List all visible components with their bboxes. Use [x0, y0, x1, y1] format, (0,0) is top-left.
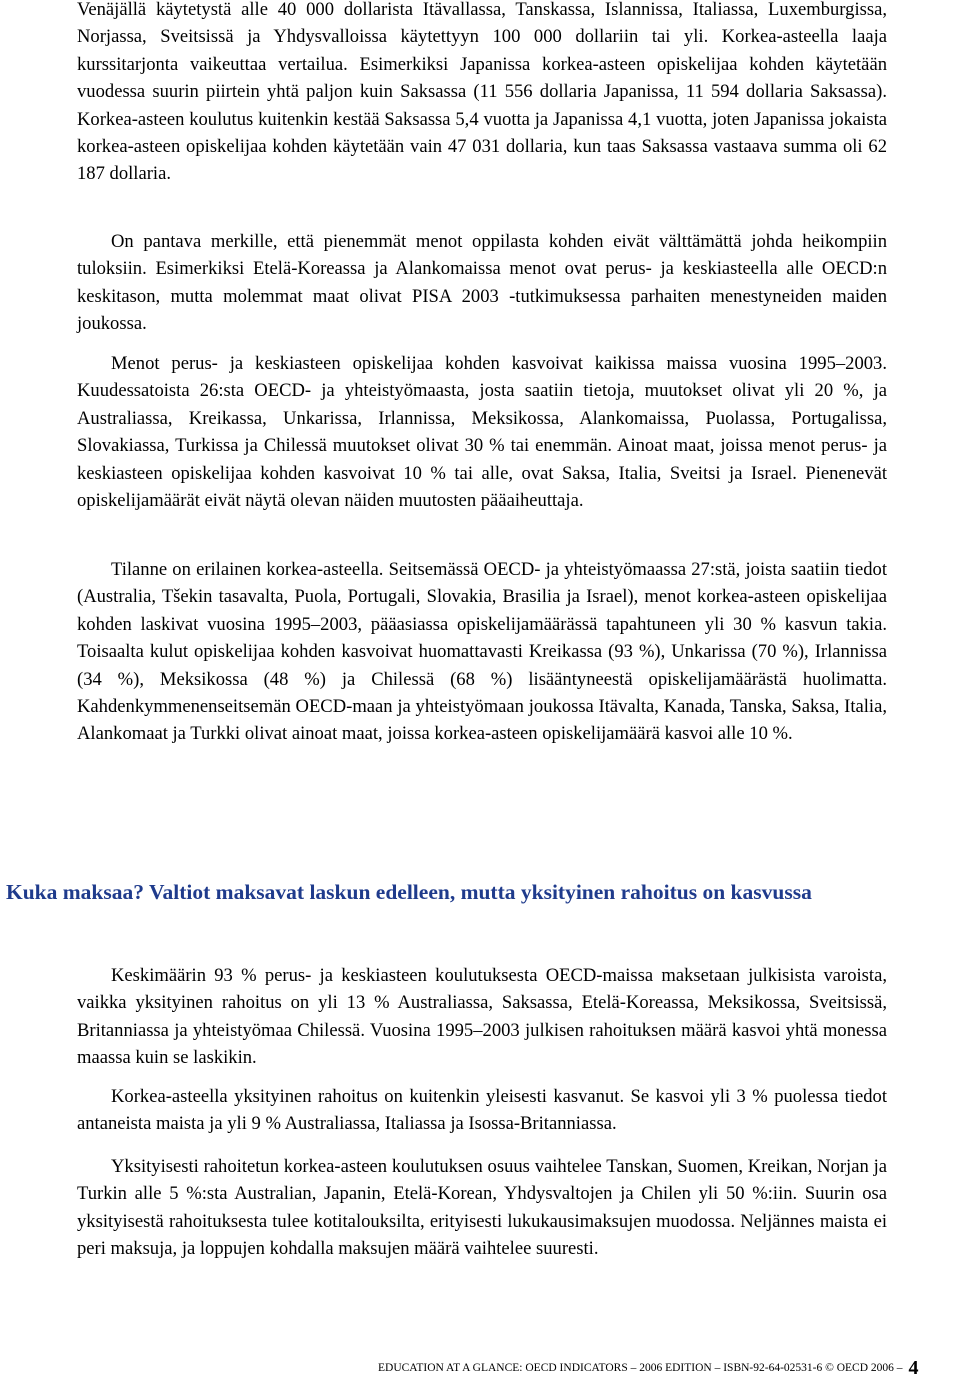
- page-number: 4: [908, 1357, 919, 1379]
- paragraph-private-funding-growth: Korkea-asteella yksityinen rahoitus on kuitenkin yleisesti kasvanut. Se kasvoi yli 3 % puolessa tiedot antaneista maista ja yli 9 % Australiassa, Italiassa ja Isossa-Britanniassa.: [77, 1086, 887, 1135]
- footer-citation: EDUCATION AT A GLANCE: OECD INDICATORS – 2006 EDITION – ISBN-92-64-02531-6 © OECD 2006 –: [378, 1362, 903, 1374]
- paragraph-lower-spending-note: On pantava merkille, että pienemmät menot oppilasta kohden eivät välttämättä johda heikompiin tuloksiin. Esimerkiksi Etelä-Koreassa ja Alankomaissa menot ovat perus- ja keskiasteella alle OECD:n keskitason, mutta molemmat maat olivat PISA 2003 -tutkimuksessa parhaiten menestyneiden maiden joukossa.: [77, 231, 887, 335]
- paragraph-tertiary-trends: Tilanne on erilainen korkea-asteella. Seitsemässä OECD- ja yhteistyömaassa 27:stä, joista saatiin tiedot (Australia, Tšekin tasavalta, Puola, Portugali, Slovakia, Brasilia ja Israel), menot korkea-asteen opiskelijaa kohden laskivat vuosina 1995–2003, pääasiassa opiskelijamäärässä tapahtuneen yli 30 % kasvun takia. Toisaalta kulut opiskelijaa kohden kasvoivat huomattavasti Kreikassa (93 %), Unkarissa (70 %), Irlannissa (34 %), Meksikossa (48 %) ja Chilessä (68 %) lisääntyneestä opiskelijamäärästä huolimatta. Kahdenkymmenenseitsemän OECD-maan ja yhteistyömaan joukossa Itävalta, Kanada, Tanska, Saksa, Italia, Alankomaat ja Turkki olivat ainoat maat, joissa korkea-asteen opiskelijamäärä kasvoi alle 10 %.: [77, 559, 887, 745]
- paragraph-expenditure-comparison: Venäjällä käytetystä alle 40 000 dollarista Itävallassa, Tanskassa, Islannissa, Italiassa, Luxemburgissa, Norjassa, Sveitsissä ja Yhdysvalloissa käytettyyn 100 000 dollariin tai yli. Korkea-asteella laaja kurssitarjonta vaikeuttaa vertailua. Esimerkiksi Japanissa korkea-asteen opiskelijaa kohden käytetään vuodessa suurin piirtein yhtä paljon kuin Saksassa (11 556 dollaria Japanissa, 11 594 dollaria Saksassa). Korkea-asteen koulutus kuitenkin kestää Saksassa 5,4 vuotta ja Japanissa 4,1 vuotta, joten Japanissa jokaista korkea-asteen opiskelijaa kohden käytetään vain 47 031 dollaria, kun taas Saksassa vastaava summa oli 62 187 dollaria.: [77, 0, 887, 185]
- section-heading: Kuka maksaa? Valtiot maksavat laskun edelleen, mutta yksityinen rahoitus on kasvussa: [6, 880, 812, 904]
- paragraph-primary-secondary-trends: Menot perus- ja keskiasteen opiskelijaa kohden kasvoivat kaikissa maissa vuosina 1995–2003. Kuudessatoista 26:sta OECD- ja yhteistyömaasta, josta saatiin tietoja, muutokset olivat yli 20 %, ja Australiassa, Kreikassa, Unkarissa, Irlannissa, Meksikossa, Alankomaissa, Puolassa, Portugalissa, Slovakiassa, Turkissa ja Chilessä muutokset olivat 30 % tai enemmän. Ainoat maat, joissa menot perus- ja keskiasteen opiskelijaa kohden kasvoivat 10 % tai alle, ovat Saksa, Italia, Sveitsi ja Israel. Pienenevät opiskelijamäärät eivät näytä olevan näiden muutosten pääaiheuttaja.: [77, 353, 887, 512]
- page-footer: [378, 1357, 958, 1379]
- paragraph-private-share-tertiary: Yksityisesti rahoitetun korkea-asteen koulutuksen osuus vaihtelee Tanskan, Suomen, Kreikan, Norjan ja Turkin alle 5 %:sta Australian, Japanin, Etelä-Korean, Yhdysvaltojen ja Chilen yli 50 %:iin. Suurin osa yksityisestä rahoituksesta tulee kotitalouksilta, erityisesti lukukausimaksujen muodossa. Neljännes maista ei peri maksuja, ja loppujen kohdalla maksujen määrä vaihtelee suuresti.: [77, 1156, 887, 1260]
- paragraph-public-funding: Keskimäärin 93 % perus- ja keskiasteen koulutuksesta OECD-maissa maksetaan julkisista varoista, vaikka yksityinen rahoitus on yli 13 % Australiassa, Saksassa, Etelä-Koreassa, Meksikossa, Sveitsissä, Britanniassa ja yhteistyömaa Chilessä. Vuosina 1995–2003 julkisen rahoituksen määrä kasvoi yhtä monessa maassa kuin se laskikin.: [77, 965, 887, 1069]
